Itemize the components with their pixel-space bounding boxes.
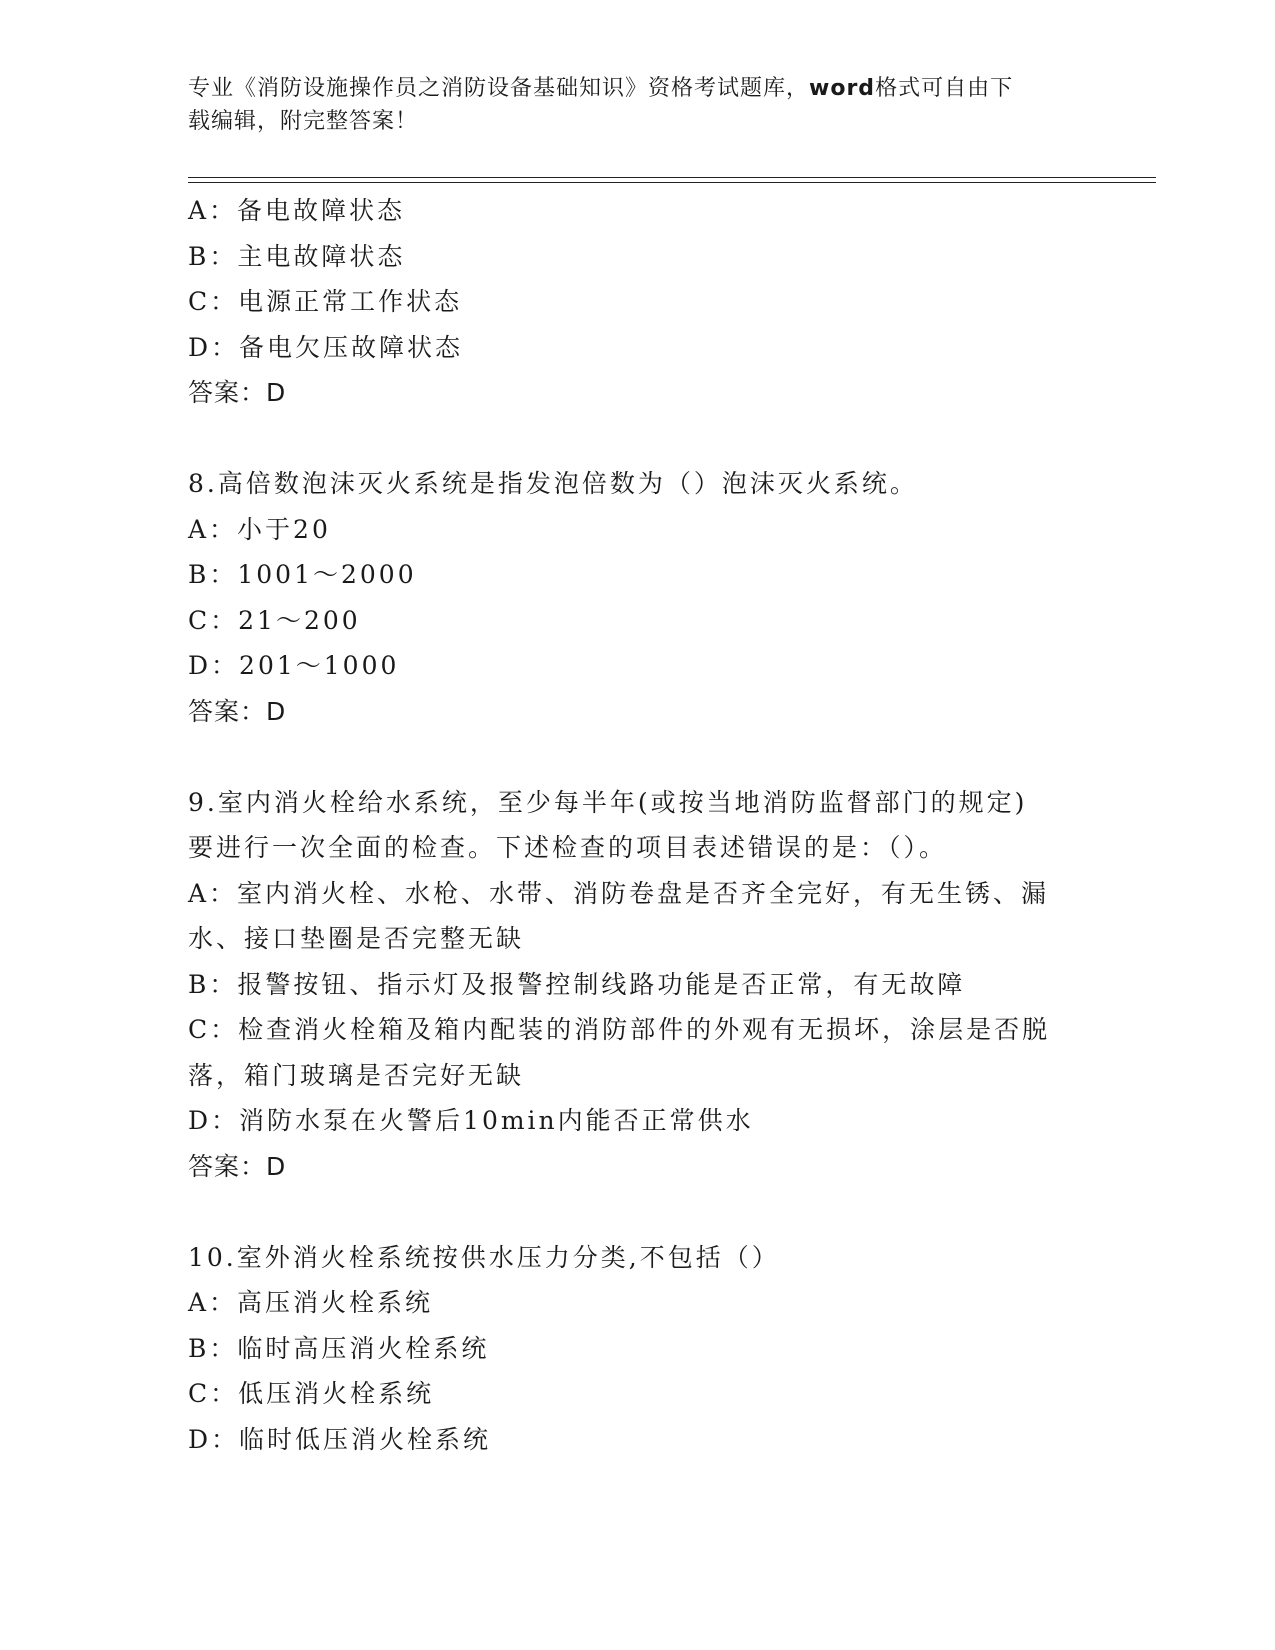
- q8-option-d: D：201～1000: [188, 651, 400, 680]
- q9-option-a-line-1: A：室内消火栓、水枪、水带、消防卷盘是否齐全完好，有无生锈、漏: [188, 878, 1050, 908]
- q10-option-c: C：低压消火栓系统: [188, 1379, 435, 1408]
- question-list: [188, 188, 1088, 1462]
- q8-stem: 8.高倍数泡沫灭火系统是指发泡倍数为（）泡沫灭火系统。: [188, 469, 918, 498]
- header-divider: [188, 177, 1156, 183]
- q7-option-c: C：电源正常工作状态: [188, 287, 463, 316]
- q8-answer: 答案：D: [188, 696, 287, 726]
- q8-option-a: A：小于20: [188, 514, 331, 544]
- header-word-format: word: [809, 76, 876, 101]
- q7-option-b: B：主电故障状态: [188, 241, 406, 271]
- q9-option-d: D：消防水泵在火警后10min内能否正常供水: [188, 1106, 754, 1135]
- q9-stem-line-2: 要进行一次全面的检查。下述检查的项目表述错误的是：（）。: [188, 833, 948, 862]
- spacer: [188, 1189, 1088, 1235]
- q9-answer: 答案：D: [188, 1151, 287, 1181]
- q10-option-d: D：临时低压消火栓系统: [188, 1424, 492, 1454]
- q9-stem-line-1: 9.室内消火栓给水系统，至少每半年(或按当地消防监督部门的规定): [188, 787, 1028, 817]
- q8-option-b: B：1001～2000: [188, 560, 417, 589]
- q9-option-c-line-2: 落，箱门玻璃是否完好无缺: [188, 1060, 525, 1090]
- q9-option-c-line-1: C：检查消火栓箱及箱内配装的消防部件的外观有无损坏，涂层是否脱: [188, 1015, 1051, 1044]
- q9-option-b: B：报警按钮、指示灯及报警控制线路功能是否正常，有无故障: [188, 969, 966, 999]
- q7-option-d: D：备电欠压故障状态: [188, 332, 464, 362]
- document-header: [188, 72, 1068, 138]
- header-line-2: 载编辑，附完整答案！: [188, 109, 419, 134]
- header-line-1: [188, 72, 1068, 105]
- q9-option-a-line-2: 水、接口垫圈是否完整无缺: [188, 924, 525, 953]
- header-prefix: 专业《消防设施操作员之消防设备基础知识》资格考试题库，: [188, 76, 810, 101]
- spacer: [188, 734, 1088, 780]
- q8-option-c: C：21～200: [188, 605, 361, 635]
- q7-answer: 答案：D: [188, 378, 287, 407]
- q10-option-b: B：临时高压消火栓系统: [188, 1333, 490, 1363]
- q7-option-a: A：备电故障状态: [188, 196, 406, 225]
- header-suffix: 格式可自由下: [875, 76, 1014, 101]
- q10-stem: 10.室外消火栓系统按供水压力分类,不包括（）: [188, 1242, 780, 1272]
- spacer: [188, 416, 1088, 462]
- q10-option-a: A：高压消火栓系统: [188, 1288, 434, 1317]
